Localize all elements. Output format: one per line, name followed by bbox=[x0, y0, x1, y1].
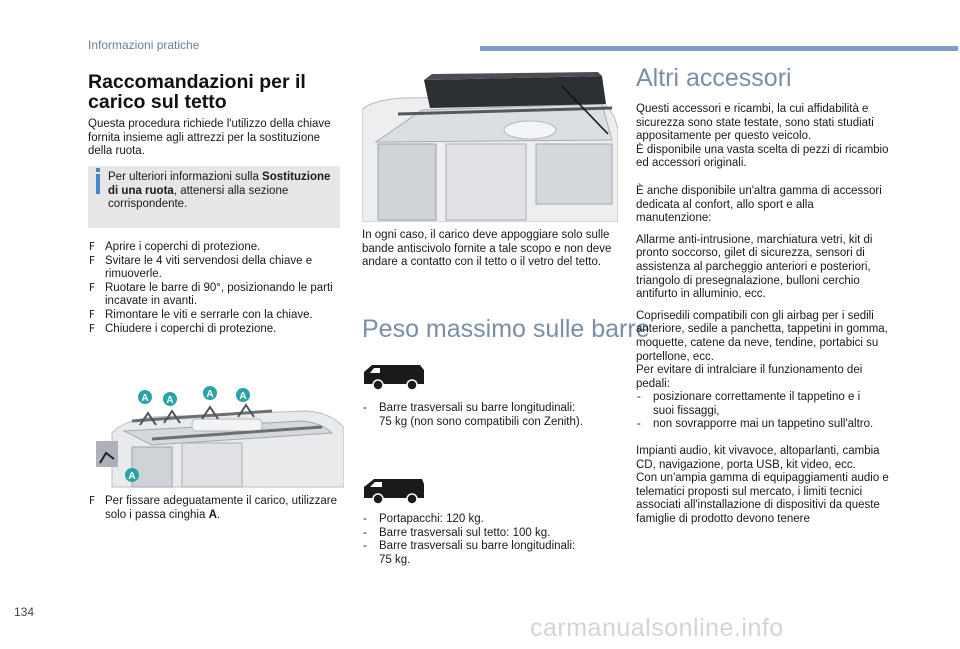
other-accessories-title: Altri accessori bbox=[636, 64, 792, 92]
list-item: - non sovrapporre mai un tappetino sull'altro. bbox=[636, 418, 890, 432]
list-item: - Portapacchi: 120 kg. bbox=[362, 513, 618, 527]
list-item: F Svitare le 4 viti servendosi della chiave e rimuoverle. bbox=[88, 255, 338, 282]
roof-load-intro: Questa procedura richiede l'utilizzo della chiave fornita insieme agli attrezzi per la sostituzione della ruota. bbox=[88, 118, 331, 158]
max-weight-title: Peso massimo sulle barre bbox=[362, 315, 650, 343]
roof-load-title: Raccomandazioni per il carico sul tetto bbox=[88, 71, 306, 113]
strap-note: F Per fissare adeguatamente il carico, utilizzare solo i passa cinghia A. bbox=[88, 495, 338, 522]
list-item: - Barre trasversali sul tetto: 100 kg. bbox=[362, 527, 618, 541]
svg-text:A: A bbox=[141, 393, 149, 404]
van-long-weights bbox=[362, 402, 618, 429]
van-long-icon bbox=[362, 362, 426, 392]
roof-load-illustration bbox=[362, 70, 618, 222]
strap-point-marker bbox=[203, 386, 217, 400]
page-number: 134 bbox=[14, 605, 35, 619]
strap-point-marker bbox=[236, 388, 250, 402]
strap-point-marker bbox=[163, 392, 177, 406]
info-box bbox=[88, 166, 340, 228]
list-item: F Rimontare le viti e serrarle con la chiave. bbox=[88, 309, 338, 323]
list-item: F Ruotare le barre di 90°, posizionando le parti incavate in avanti. bbox=[88, 282, 338, 309]
van-short-icon bbox=[362, 476, 426, 506]
list-item: - Barre trasversali su barre longitudinali: 75 kg (non sono compatibili con Zenith). bbox=[362, 402, 618, 429]
info-text: Per ulteriori informazioni sulla Sostituzione di una ruota, attenersi alla sezione corrispondente. bbox=[108, 171, 331, 211]
load-contact-text: In ogni caso, il carico deve appoggiare solo sulle bande antiscivolo fornite a tale scopo e non deve andare a contatto con il tetto o il vetro del tetto. bbox=[362, 229, 612, 269]
section-header: Informazioni pratiche bbox=[88, 38, 200, 52]
roof-bars-illustration bbox=[92, 383, 344, 488]
strap-point-marker bbox=[138, 390, 152, 404]
roof-steps-list bbox=[88, 241, 338, 336]
info-icon bbox=[96, 168, 100, 172]
accessories-text: Questi accessori e ricambi, la cui affidabilità e sicurezza sono state testate, sono stati studiati appositamente per questo veicolo. È disponibile una vasta scelta di pezzi di ricambio ed accessori originali. È anche disponibile un'altra gamma di accessori dedicata al confort, allo sport e alla manutenzione: Allarme anti-intrusione, marchiatura vetri, kit di pronto soccorso, gilet di sicurezza, sensori di assistenza al parcheggio anteriori e posteriori, triangolo di presegnalazione, bulloni cerchio antifurto in alluminio, ecc. Coprisedili compatibili con gli airbag per i sedili anteriore, sedile a panchetta, tappetini in gomma, moquette, catene da neve, tendine, portabici su portellone, ecc. Per evitare di intralciare il funzionamento dei pedali: - posizionare correttamente il tappetino e i suoi fissaggi, - non sovrapporre mai un tappetino sull'altro. Impianti audio, kit vivavoce, altoparlanti, cambia CD, navigazione, porta USB, kit video, ecc. Con un'ampia gamma di equipaggiamenti audio e telematici proposti sul mercato, i limiti tecnici associati all'installazione di dispositivi da queste famiglie di prodotto devono tenere bbox=[636, 103, 890, 527]
info-icon-bar bbox=[96, 174, 100, 194]
list-item: F Aprire i coperchi di protezione. bbox=[88, 241, 338, 255]
watermark: carmanualsonline.info bbox=[530, 614, 784, 642]
svg-text:A: A bbox=[206, 389, 214, 400]
list-item: F Chiudere i coperchi di protezione. bbox=[88, 323, 338, 337]
list-item: - posizionare correttamente il tappetino e i suoi fissaggi, bbox=[636, 391, 890, 418]
list-item: - Barre trasversali su barre longitudinali: 75 kg. bbox=[362, 540, 618, 567]
svg-text:A: A bbox=[128, 471, 136, 482]
van-short-weights bbox=[362, 513, 618, 567]
header-accent-bar bbox=[480, 46, 958, 51]
svg-text:A: A bbox=[166, 395, 174, 406]
svg-text:A: A bbox=[239, 391, 247, 402]
strap-point-marker bbox=[125, 468, 139, 482]
